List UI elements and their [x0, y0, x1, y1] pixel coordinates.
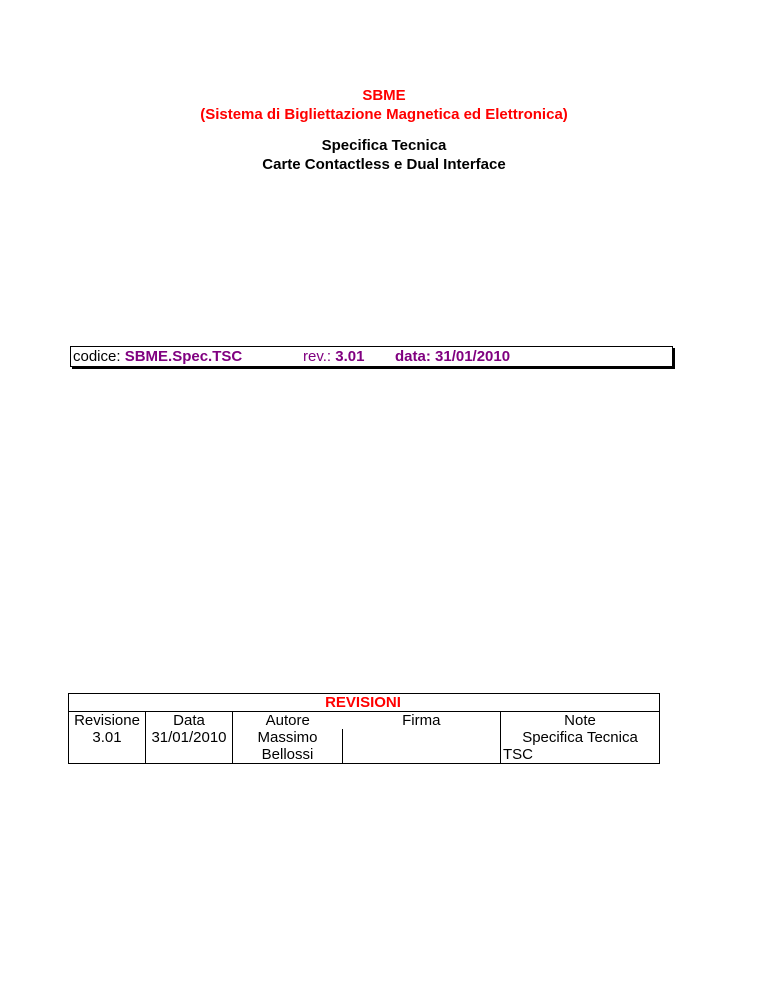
doc-title: SBME [362, 87, 406, 104]
cell-note-line1: Specifica Tecnica [522, 729, 638, 746]
cell-note-line2: TSC [503, 746, 533, 763]
col-data: Data [146, 712, 233, 730]
revisions-heading: REVISIONI [69, 694, 660, 712]
codice-field [73, 346, 242, 367]
revisions-heading-row [69, 694, 660, 712]
cell-autore [233, 729, 343, 764]
codice-label: codice: [73, 348, 121, 365]
rev-value: 3.01 [335, 348, 365, 365]
cell-data: 31/01/2010 [146, 729, 233, 764]
rev-label: rev.: [303, 348, 332, 365]
cell-autore-line1: Massimo [257, 729, 318, 746]
cell-revisione: 3.01 [69, 729, 146, 764]
data-value: 31/01/2010 [435, 348, 511, 365]
data-field [395, 346, 510, 367]
doc-subject: Carte Contactless e Dual Interface [262, 156, 506, 173]
data-label: data: [395, 348, 431, 365]
col-revisione: Revisione [69, 712, 146, 730]
revisions-columns-row [69, 712, 660, 730]
document-info-box [70, 346, 673, 367]
cell-autore-line2: Bellossi [261, 746, 314, 763]
cell-note [501, 729, 660, 764]
revisions-table [68, 693, 660, 764]
table-row [69, 729, 660, 764]
doc-subtitle: (Sistema di Bigliettazione Magnetica ed Elettronica) [200, 106, 568, 123]
cell-firma [343, 729, 501, 764]
rev-field [303, 346, 364, 367]
col-note: Note [501, 712, 660, 730]
codice-value: SBME.Spec.TSC [124, 348, 243, 365]
col-autore: Autore [233, 712, 343, 730]
doc-type: Specifica Tecnica [321, 137, 447, 154]
col-firma: Firma [402, 712, 441, 729]
